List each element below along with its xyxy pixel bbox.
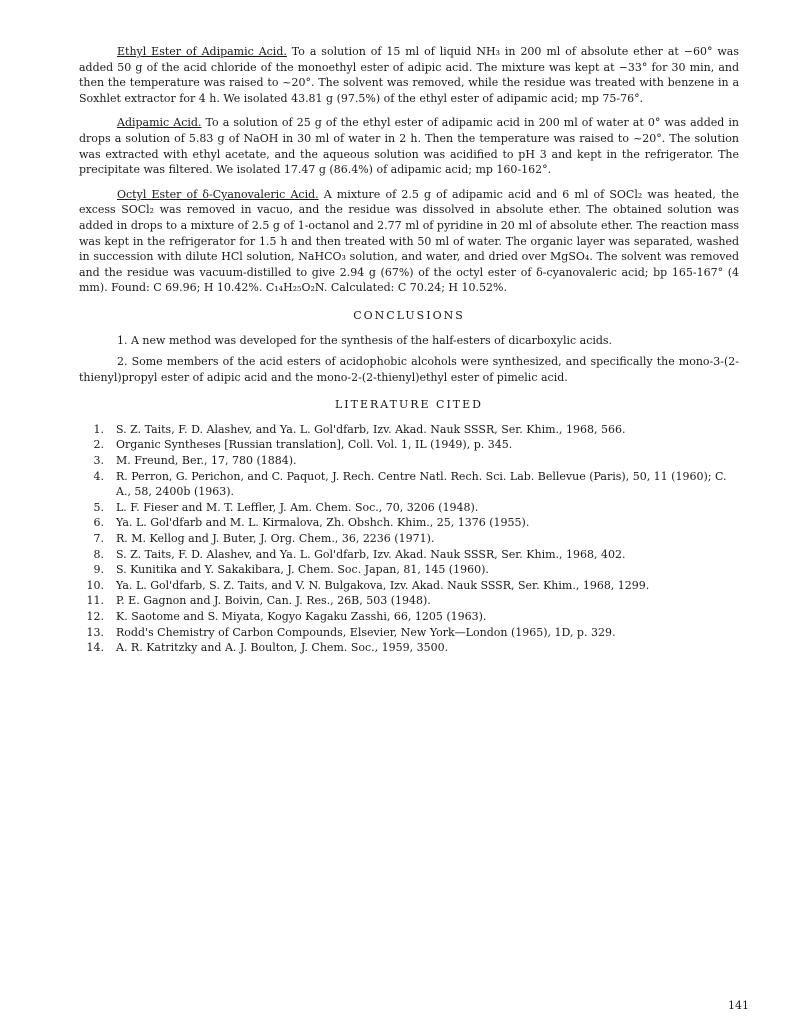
reference-number: 5. xyxy=(93,500,104,514)
reference-item xyxy=(79,531,739,547)
reference-item xyxy=(79,500,739,516)
reference-item xyxy=(79,609,739,625)
reference-number: 3. xyxy=(93,454,104,468)
reference-list xyxy=(79,422,739,656)
reference-number: 2. xyxy=(93,438,104,452)
reference-number: 1. xyxy=(93,422,104,436)
reference-number: 8. xyxy=(93,547,104,561)
reference-text: P. E. Gagnon and J. Boivin, Can. J. Res., 26B, 503 (1948). xyxy=(116,594,431,608)
page-number: 141 xyxy=(728,999,749,1012)
reference-text: S. Z. Taits, F. D. Alashev, and Ya. L. Gol'dfarb, Izv. Akad. Nauk SSSR, Ser. Khim., 1968, 402. xyxy=(116,547,626,561)
reference-number: 12. xyxy=(86,610,104,623)
paragraph-octyl-ester xyxy=(79,187,739,296)
reference-text: S. Kunitika and Y. Sakakibara, J. Chem. Soc. Japan, 81, 145 (1960). xyxy=(116,563,489,577)
paragraph-title: Adipamic Acid. xyxy=(117,116,202,130)
reference-text: S. Z. Taits, F. D. Alashev, and Ya. L. Gol'dfarb, Izv. Akad. Nauk SSSR, Ser. Khim., 1968, 566. xyxy=(116,422,626,436)
reference-text: Ya. L. Gol'dfarb and M. L. Kirmalova, Zh. Obshch. Khim., 25, 1376 (1955). xyxy=(116,516,530,530)
reference-text: M. Freund, Ber., 17, 780 (1884). xyxy=(116,454,297,468)
reference-number: 4. xyxy=(93,469,104,483)
reference-text: A. R. Katritzky and A. J. Boulton, J. Chem. Soc., 1959, 3500. xyxy=(116,641,449,655)
conclusion-item: 1. A new method was developed for the synthesis of the half-esters of dicarboxylic acids. xyxy=(117,333,613,347)
reference-text: L. F. Fieser and M. T. Leffler, J. Am. Chem. Soc., 70, 3206 (1948). xyxy=(116,500,479,514)
paragraph-title: Octyl Ester of δ-Cyanovaleric Acid. xyxy=(117,187,319,201)
reference-number: 7. xyxy=(93,532,104,546)
reference-number: 11. xyxy=(86,594,104,608)
reference-item xyxy=(79,437,739,453)
reference-text: R. M. Kellog and J. Buter, J. Org. Chem., 36, 2236 (1971). xyxy=(116,532,435,546)
reference-text: R. Perron, G. Perichon, and C. Paquot, J. Rech. Centre Natl. Rech. Sci. Lab. Bellevue (Paris), 50, 11 (1960); C. A., 58, 2400b (1963). xyxy=(116,469,727,499)
reference-text: Ya. L. Gol'dfarb, S. Z. Taits, and V. N. Bulgakova, Izv. Akad. Nauk SSSR, Ser. Khim., 1968, 1299. xyxy=(116,578,650,592)
reference-text: Rodd's Chemistry of Carbon Compounds, Elsevier, New York—London (1965), 1D, p. 329. xyxy=(116,625,616,639)
reference-item xyxy=(79,625,739,641)
reference-item xyxy=(79,547,739,563)
reference-text: Organic Syntheses [Russian translation], Coll. Vol. 1, IL (1949), p. 345. xyxy=(116,438,513,452)
reference-number: 9. xyxy=(93,563,104,577)
reference-item xyxy=(79,469,739,500)
reference-item xyxy=(79,578,739,594)
paragraph-text: To a solution of 15 ml of liquid NH₃ in 200 ml of absolute ether at −60° was added 50 g of the acid chloride of the monoethyl ester of adipic acid. The mixture was kept at −33° for 30 min, and then the temperature was raised to ~20°. The solvent was removed, while the residue was treated with benzene in a Soxhlet extractor for 4 h. We isolated 43.81 g (97.5%) of the ethyl ester of adipamic acid; mp 75-76°. xyxy=(79,45,739,105)
paragraph-text: A mixture of 2.5 g of adipamic acid and 6 ml of SOCl₂ was heated, the excess SOCl₂ was removed in vacuo, and the residue was dissolved in absolute ether. The obtained solution was added in drops to a mixture of 2.5 g of 1-octanol and 2.77 ml of pyridine in 20 ml of absolute ether. The reaction mass was kept in the refrigerator for 1.5 h and then treated with 50 ml of water. The organic layer was separated, washed in succession with dilute HCl solution, NaHCO₃ solution, and water, and dried over MgSO₄. The solvent was removed and the residue was vacuum-distilled to give 2.94 g (67%) of the octyl ester of δ-cyanovaleric acid; bp 165-167° (4 mm). Found: C 69.96; H 10.42%. C₁₄H₂₅O₂N. Calculated: C 70.24; H 10.52%. xyxy=(79,187,739,295)
conclusions-heading: CONCLUSIONS xyxy=(353,308,465,322)
paragraph-ethyl-ester xyxy=(79,44,739,106)
reference-number: 14. xyxy=(86,641,104,655)
paragraph-adipamic-acid xyxy=(79,115,739,177)
reference-number: 13. xyxy=(86,625,104,639)
reference-item xyxy=(79,515,739,531)
reference-item xyxy=(79,593,739,609)
reference-number: 10. xyxy=(86,578,104,592)
reference-number: 6. xyxy=(93,516,104,530)
reference-item xyxy=(79,640,739,656)
reference-item xyxy=(79,422,739,438)
literature-heading: LITERATURE CITED xyxy=(334,398,483,412)
conclusion-item: 2. Some members of the acid esters of acidophobic alcohols were synthesized, and specifically the mono-3-(2-thienyl)propyl ester of adipic acid and the mono-2-(2-thienyl)ethyl ester of pimelic acid. xyxy=(79,355,739,384)
reference-item xyxy=(79,562,739,578)
reference-text: K. Saotome and S. Miyata, Kogyo Kagaku Zasshi, 66, 1205 (1963). xyxy=(116,610,487,623)
paragraph-text: To a solution of 25 g of the ethyl ester of adipamic acid in 200 ml of water at 0° was added in drops a solution of 5.83 g of NaOH in 30 ml of water in 2 h. Then the temperature was raised to ~20°. The solution was extracted with ethyl acetate, and the aqueous solution was acidified to pH 3 and kept in the refrigerator. The precipitate was filtered. We isolated 17.47 g (86.4%) of adipamic acid; mp 160-162°. xyxy=(79,116,739,177)
reference-item xyxy=(79,453,739,469)
page-body xyxy=(79,44,739,656)
paragraph-title: Ethyl Ester of Adipamic Acid. xyxy=(117,45,287,58)
